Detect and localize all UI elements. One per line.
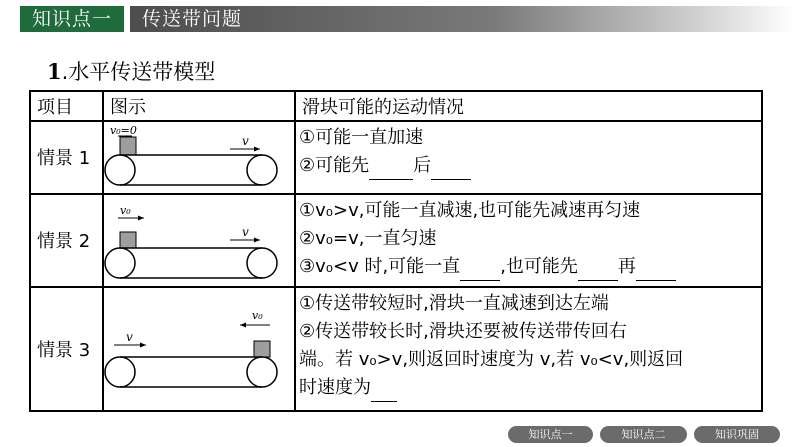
belt-arrowhead — [254, 147, 260, 152]
fill-blank — [371, 381, 397, 402]
scenario-figure — [103, 194, 295, 287]
nav-button-review[interactable]: 知识巩固 — [694, 426, 780, 443]
motion-text: ①可能一直加速 — [299, 127, 424, 149]
slider-block — [120, 232, 136, 248]
motion-line — [299, 197, 761, 225]
fill-blank — [369, 159, 413, 180]
pulley-left — [105, 155, 135, 185]
table-row — [30, 194, 762, 287]
belt-velocity-label: v — [242, 225, 249, 240]
section-number: 1 — [47, 59, 62, 84]
motion-text: 端。若 v₀>v,则返回时速度为 v,若 v₀<v,则返回 — [299, 348, 684, 370]
motion-line — [299, 318, 761, 346]
slider-block — [254, 341, 270, 357]
belt-velocity-label: v — [242, 134, 249, 149]
motion-text: ②传送带较长时,滑块还要被传送带传回右 — [299, 320, 627, 342]
motion-cell — [295, 194, 762, 287]
table-header-row — [30, 91, 762, 121]
motion-text: ②v₀=v,一直匀速 — [299, 227, 437, 249]
slider-block — [120, 137, 136, 155]
scenario-figure — [103, 121, 295, 193]
section-title-text: .水平传送带模型 — [61, 60, 216, 84]
section-heading — [47, 56, 215, 86]
header-motion: 滑块可能的运动情况 — [295, 91, 762, 121]
motion-cell — [295, 121, 762, 193]
scenario-figure — [103, 287, 295, 411]
section-tag: 知识点一 — [20, 6, 124, 32]
pulley-right — [247, 248, 277, 278]
pulley-right — [247, 155, 277, 185]
belt-arrowhead — [140, 342, 146, 347]
nav-button-knowledge-2[interactable]: 知识点二 — [600, 426, 687, 443]
fill-blank — [578, 260, 618, 281]
scenario-name: 情景 3 — [30, 287, 103, 411]
motion-text: 时速度为 — [299, 376, 371, 398]
table-row — [30, 287, 762, 411]
block-arrowhead — [138, 216, 144, 221]
motion-line — [299, 124, 761, 152]
belt-velocity-label: v — [126, 329, 133, 344]
motion-line — [299, 374, 761, 402]
motion-text: 再 — [617, 255, 636, 277]
motion-text: ①传送带较短时,滑块一直减速到达左端 — [299, 292, 609, 314]
motion-text: ①v₀>v,可能一直减速,也可能先减速再匀速 — [299, 199, 641, 221]
nav-button-knowledge-1[interactable]: 知识点一 — [508, 426, 593, 443]
model-table — [29, 90, 763, 412]
motion-line — [299, 290, 761, 318]
belt-diagram-2 — [104, 198, 294, 282]
pulley-left — [105, 248, 135, 278]
header-figure: 图示 — [103, 91, 295, 121]
motion-line — [299, 225, 761, 253]
motion-text: ②可能先 — [299, 155, 370, 177]
belt-arrowhead — [254, 238, 260, 243]
fill-blank — [636, 260, 676, 281]
scenario-name: 情景 2 — [30, 194, 103, 287]
motion-text: ③v₀<v 时,可能一直 — [299, 255, 461, 277]
motion-line — [299, 346, 761, 374]
block-velocity-label: v₀ — [252, 308, 263, 322]
block-arrowhead — [240, 322, 246, 327]
scenario-name: 情景 1 — [30, 121, 103, 193]
pulley-right — [247, 357, 277, 387]
motion-line — [299, 152, 761, 180]
fill-blank — [431, 159, 471, 180]
table-row — [30, 121, 762, 193]
belt-diagram-3 — [104, 299, 294, 399]
block-velocity-label: v₀=0 — [110, 124, 137, 138]
header — [0, 0, 794, 36]
page-title: 传送带问题 — [130, 6, 794, 32]
pulley-left — [105, 357, 135, 387]
motion-text: 后 — [413, 155, 432, 177]
header-item: 项目 — [30, 91, 103, 121]
belt-diagram-1 — [104, 123, 294, 191]
block-velocity-label: v₀ — [120, 204, 131, 218]
fill-blank — [460, 260, 500, 281]
motion-text: ,也可能先 — [500, 255, 578, 277]
motion-line — [299, 253, 761, 281]
motion-cell — [295, 287, 762, 411]
